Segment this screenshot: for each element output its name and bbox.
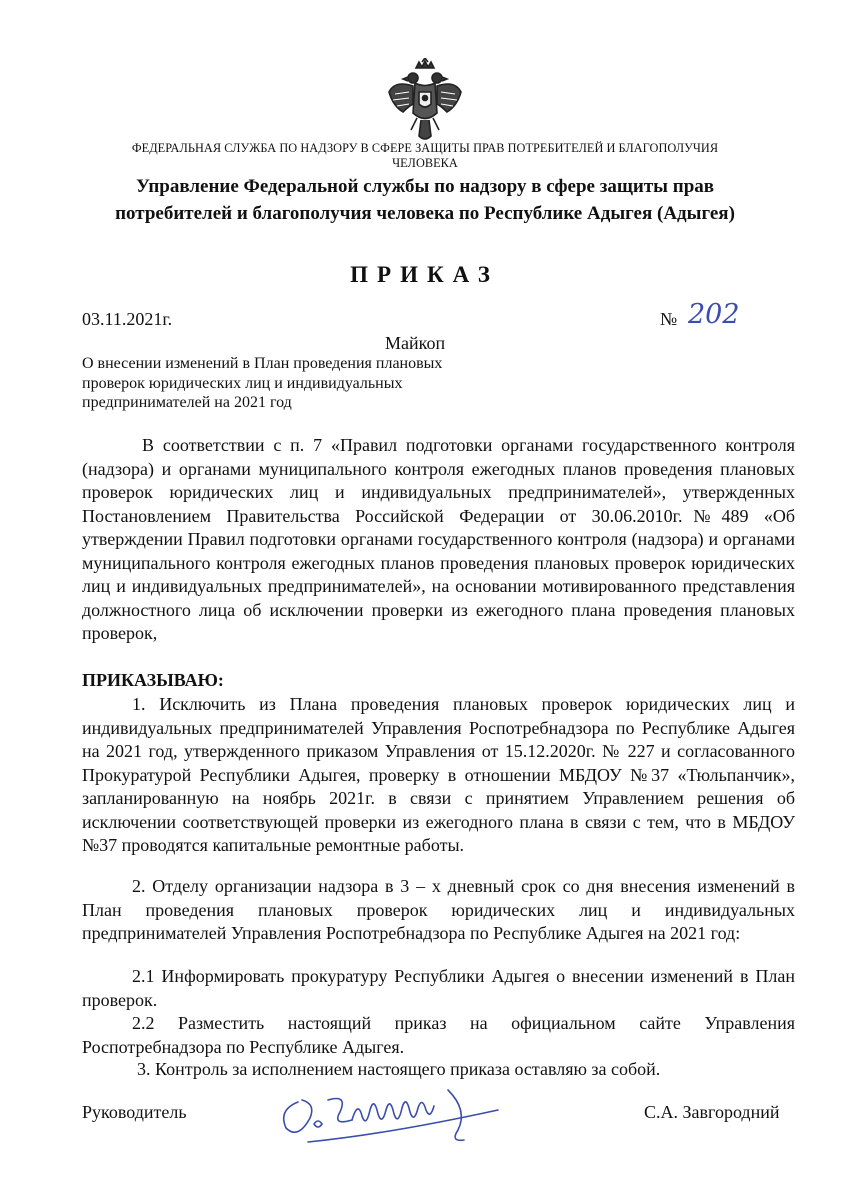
signatory-name: С.А. Завгородний [644,1102,780,1122]
department-name-line1: Управление Федеральной службы по надзору в сфере защиты прав [135,176,715,197]
order-item-2: 2. Отделу организации надзора в 3 – х дневный срок со дня внесения изменений в План проведения плановых проверок юридических лиц и индивидуальных предпринимателей Управления Роспотребнадзора по Республике Адыгея на 2021 год: [82,876,795,943]
order-title: ПРИКАЗ [350,262,499,287]
signatory-position: Руководитель [82,1102,187,1122]
order-item-2-1: 2.1 Информировать прокуратуру Республики Адыгея о внесении изменений в План проверок. [82,966,795,1010]
handwritten-signature-icon [268,1080,518,1150]
order-item-1: 1. Исключить из Плана проведения плановых проверок юридических лиц и индивидуальных предпринимателей Управления Роспотребнадзора по Республике Адыгея на 2021 год, утвержденного приказом Управления от 15.12.2020г. № 227 и согласованного Прокуратурой Республики Адыгея, проверку в отношении МБДОУ №37 «Тюльпанчик», запланированную на ноябрь 2021г. в связи с принятием Управлением решения об исключении соответствующей проверки из ежегодного плана в связи с тем, что в МБДОУ №37 проводятся капитальные ремонтные работы. [82,694,795,855]
coat-of-arms-icon [385,58,465,148]
agency-name-line1: ФЕДЕРАЛЬНАЯ СЛУЖБА ПО НАДЗОРУ В СФЕРЕ ЗАЩИТЫ ПРАВ ПОТРЕБИТЕЛЕЙ И БЛАГОПОЛУЧИЯ [131,141,719,155]
order-number-handwritten: 202 [688,299,740,330]
orders-heading: ПРИКАЗЫВАЮ: [82,670,224,690]
order-date: 03.11.2021г. [82,309,173,329]
order-city: Майкоп [385,333,446,353]
preamble-paragraph: В соответствии с п. 7 «Правил подготовки органами государственного контроля (надзора) и органами муниципального контроля ежегодных планов проведения плановых проверок юридических лиц и индивидуальных предпринимателей», утвержденных Постановлением Правительства Российской Федерации от 30.06.2010г.№489 «Об утверждении Правил подготовки органами государственного контроля (надзора) и органами муниципального контроля ежегодных планов проведения плановых проверок юридических лиц и индивидуальных предпринимателей», на основании мотивированного представления должностного лица об исключении проверки из ежегодного плана проведения плановых проверок, [82,435,795,643]
order-number-label: № [660,309,678,329]
order-item-3: 3. Контроль за исполнением настоящего приказа оставляю за собой. [137,1059,661,1079]
order-subject: О внесении изменений в План проведения плановых проверок юридических лиц и индивидуальных предпринимателей на 2021 год [82,355,443,411]
department-name-line2: потребителей и благополучия человека по Республике Адыгея (Адыгея) [115,203,735,224]
agency-name [70,141,780,171]
department-name [60,173,790,227]
order-item-2-2: 2.2 Разместить настоящий приказ на официальном сайте Управления Роспотребнадзора по Республике Адыгея. [82,1013,795,1057]
agency-name-line2: ЧЕЛОВЕКА [392,156,458,170]
